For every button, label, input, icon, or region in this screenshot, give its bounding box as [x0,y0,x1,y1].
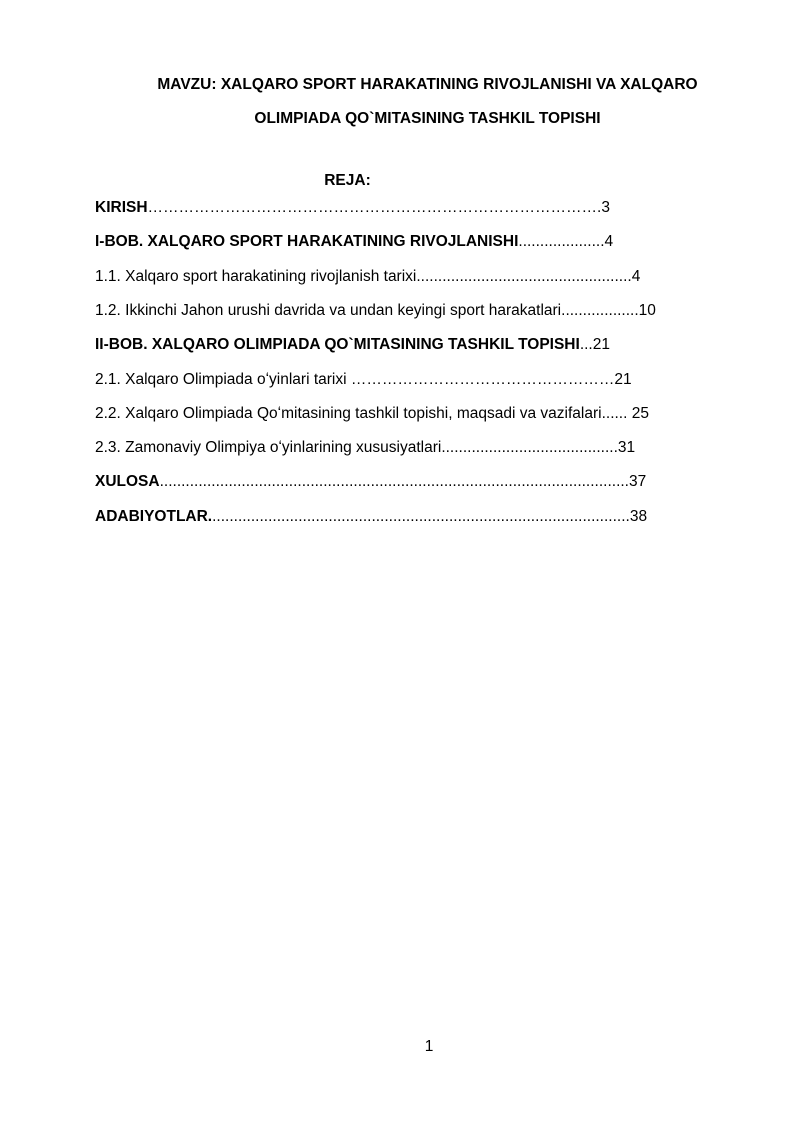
toc-entry-label: II-BOB. XALQARO OLIMPIADA QO`MITASINING TASHKIL TOPISHI [95,336,580,353]
toc-entry-label: 2.3. Zamonaviy Olimpiya oʻyinlarining xususiyatlari [95,439,442,456]
toc-entry-label: 1.2. Ikkinchi Jahon urushi davrida va undan keyingi sport harakatlari [95,302,562,319]
toc-entry-adabiyotlar [95,507,647,527]
toc-entry-leader: ................................................................................................. [212,508,630,525]
toc-entry-chapter-2 [95,335,610,355]
toc-entry-page: 3 [601,199,610,216]
toc-entry-section-2-2 [95,404,649,424]
toc-entry-page: 37 [629,473,647,490]
toc-entry-page: 38 [629,508,648,525]
toc-entry-section-2-1 [95,370,632,390]
toc-entry-leader: .................................................. [416,268,632,285]
toc-entry-page: 31 [617,439,636,456]
plan-heading: REJA: [324,172,371,189]
toc-entry-xulosa [95,472,646,492]
toc-entry-page: 10 [638,302,656,319]
document-title-line-1: MAVZU: XALQARO SPORT HARAKATINING RIVOJLANISHI VA XALQARO [157,76,698,93]
toc-entry-leader: .................... [518,233,605,250]
toc-entry-label: I-BOB. XALQARO SPORT HARAKATINING RIVOJLANISHI [95,233,519,250]
toc-entry-label: 2.2. Xalqaro Olimpiada Qoʻmitasining tashkil topishi, maqsadi va vazifalari [95,405,602,422]
toc-entry-leader: …………………………………………… [350,371,615,388]
toc-entry-leader: ...... [601,405,632,422]
toc-entry-leader: ......................................... [441,439,618,456]
toc-entry-page: 21 [592,336,610,353]
toc-entry-leader: ……………………………………………………………………………. [147,199,602,216]
toc-entry-page: 4 [631,268,641,285]
toc-entry-label: KIRISH [95,199,148,216]
toc-entry-section-1-1 [95,267,640,287]
toc-entry-section-2-3 [95,438,635,458]
page-number: 1 [424,1038,434,1055]
toc-entry-label: 1.1. Xalqaro sport harakatining rivojlanish tarixi [95,268,417,285]
toc-entry-leader: ............................................................................................................. [159,473,629,490]
toc-entry-page: 4 [604,233,614,250]
toc-entry-chapter-1 [95,232,613,252]
toc-entry-section-1-2 [95,301,656,321]
toc-entry-page: 21 [614,371,632,388]
toc-entry-page: 25 [631,405,649,422]
toc-entry-label: XULOSA [95,473,160,490]
toc-entry-leader: .................. [561,302,639,319]
toc-entry-label: ADABIYOTLAR. [95,508,213,525]
toc-entry-label: 2.1. Xalqaro Olimpiada oʻyinlari tarixi [95,371,351,388]
document-title-line-2: OLIMPIADA QO`MITASINING TASHKIL TOPISHI [254,110,601,127]
toc-entry-leader: ... [579,336,593,353]
toc-entry-kirish [95,198,610,218]
